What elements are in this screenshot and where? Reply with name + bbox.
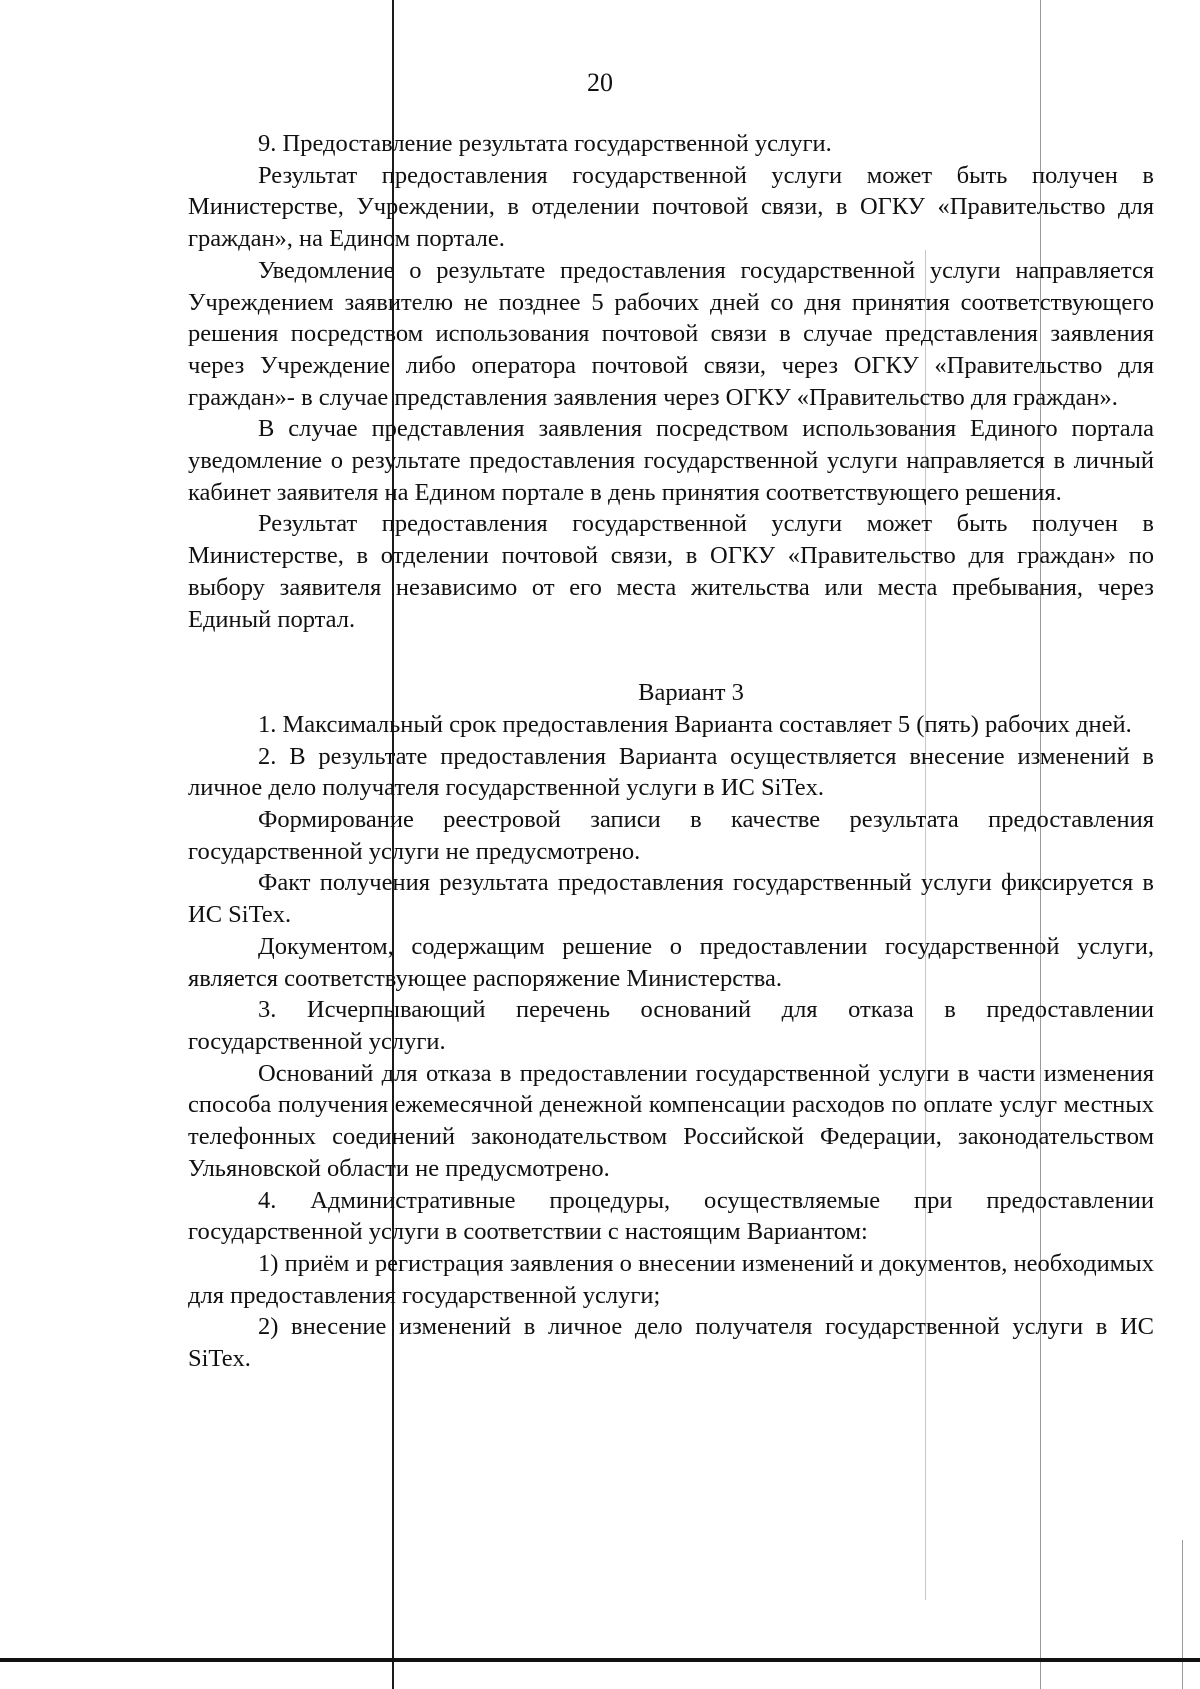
paragraph: Формирование реестровой записи в качестве результата предоставления государственной услуги не предусмотрено. [188,806,1154,865]
paragraph: 4. Административные процедуры, осуществляемые при предоставлении государственной услуги в соответствии с настоящим Вариантом: [188,1186,1154,1246]
page-number: 20 [587,68,613,97]
paragraph: 2. В результате предоставления Варианта осуществляется внесение изменений в личное дело получателя государственной услуги в ИС SiTex. [188,742,1154,802]
paragraph: 3. Исчерпывающий перечень оснований для отказа в предоставлении государственной услуги. [188,996,1154,1055]
paragraph: Результат предоставления государственной услуги может быть получен в Министерстве, в отделении почтовой связи, в ОГКУ «Правительство для граждан» по выбору заявителя независимо от его места жительства или места пребывания, через Единый портал. [188,510,1154,633]
paragraph: 1) приём и регистрация заявления о внесении изменений и документов, необходимых для предоставления государственной услуги; [188,1249,1154,1309]
paragraph: В случае представления заявления посредством использования Единого портала уведомление о результате предоставления государственной услуги направляется в личный кабинет заявителя на Едином портале в день принятия соответствующего решения. [188,415,1154,506]
paragraph: 9. Предоставление результата государственной услуги. [258,130,832,157]
section-heading: Вариант 3 [638,679,744,707]
paragraph: 2) внесение изменений в личное дело получателя государственной услуги в ИС SiTex. [188,1313,1154,1373]
paragraph: Факт получения результата предоставления государственный услуги фиксируется в ИС SiTex. [188,869,1154,929]
paragraph: Оснований для отказа в предоставлении государственной услуги в части изменения способа получения ежемесячной денежной компенсации расходов по оплате услуг местных телефонных соединений законодательством Российской Федерации, законодательством Ульяновской области не предусмотрено. [188,1059,1154,1182]
paragraph: Уведомление о результате предоставления государственной услуги направляется Учреждением заявителю не позднее 5 рабочих дней со дня принятия соответствующего решения посредством использования почтовой связи в случае представления заявления через Учреждение либо оператора почтовой связи, через ОГКУ «Правительство для граждан»- в случае представления заявления через ОГКУ «Правительство для граждан». [188,256,1154,411]
scan-bottom-edge [0,1658,1200,1662]
scan-fold-line [1182,1540,1183,1689]
paragraph: Результат предоставления государственной услуги может быть получен в Министерстве, Учреждении, в отделении почтовой связи, в ОГКУ «Правительство для граждан», на Едином портале. [188,161,1154,253]
document-body [188,128,1154,1375]
paragraph: 1. Максимальный срок предоставления Варианта составляет 5 (пять) рабочих дней. [258,710,1132,738]
paragraph: Документом, содержащим решение о предоставлении государственной услуги, является соответствующее распоряжение Министерства. [188,932,1154,992]
